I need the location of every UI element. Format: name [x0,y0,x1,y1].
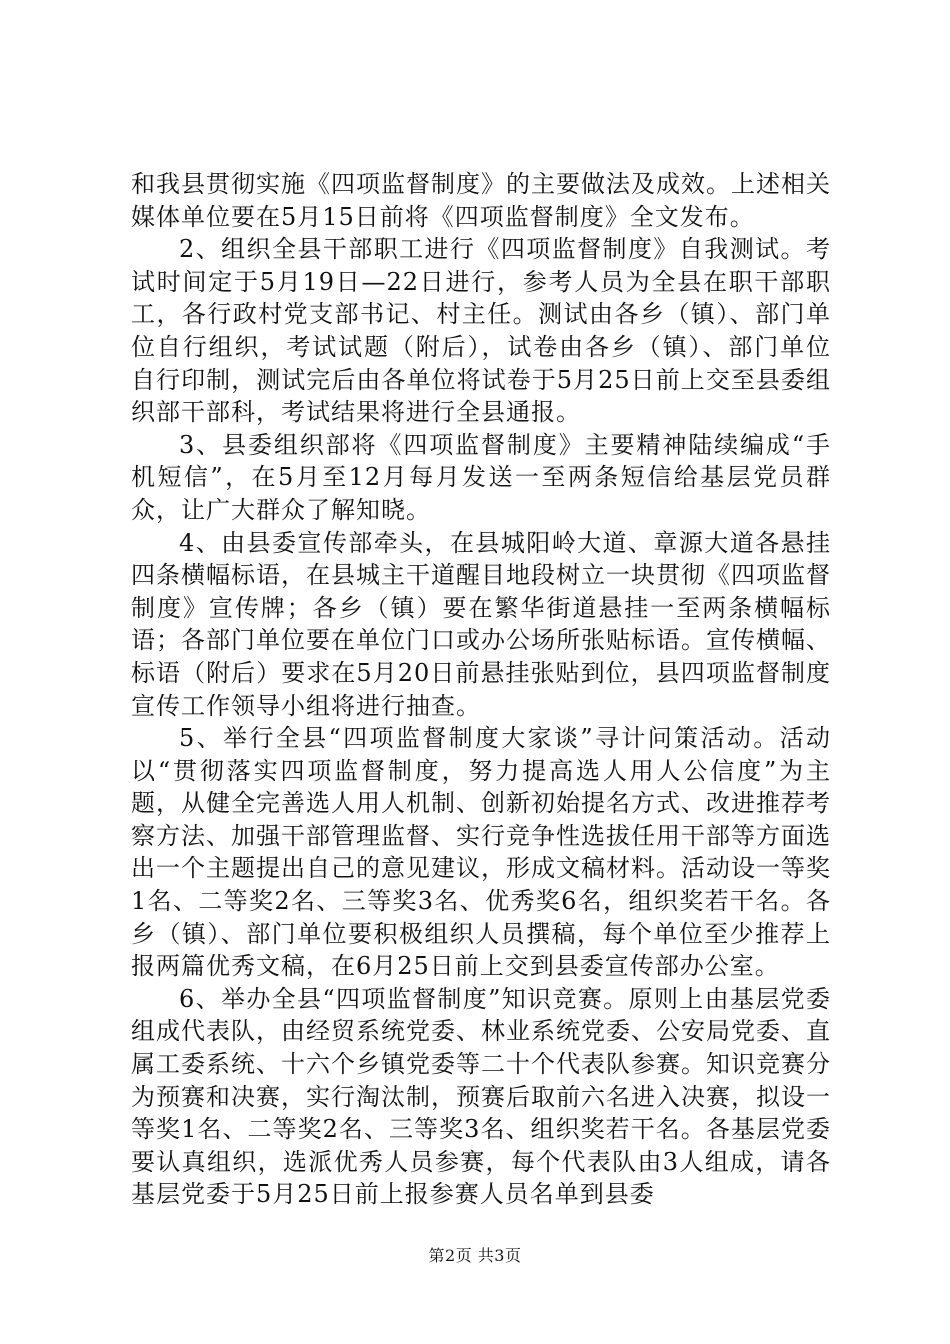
page-number-footer: 第2页 共3页 [428,1246,522,1265]
paragraph-1: 和我县贯彻实施《四项监督制度》的主要做法及成效。上述相关媒体单位要在5月15日前将《四项监督制度》全文发布。 [131,170,831,231]
paragraph-2: 2、组织全县干部职工进行《四项监督制度》自我测试。考试时间定于5月19日—22日进行，参考人员为全县在职干部职工，各行政村党支部书记、村主任。测试由各乡（镇）、部门单位自行组织，考试试题（附后），试卷由各乡（镇）、部门单位自行印制，测试完后由各单位将试卷于5月25日前上交至县委组织部干部科，考试结果将进行全县通报。 [131,235,831,427]
paragraph-4: 4、由县委宣传部牵头，在县城阳岭大道、章源大道各悬挂四条横幅标语，在县城主干道醒目地段树立一块贯彻《四项监督制度》宣传牌；各乡（镇）要在繁华街道悬挂一至两条横幅标语；各部门单位要在单位门口或办公场所张贴标语。宣传横幅、标语（附后）要求在5月20日前悬挂张贴到位，县四项监督制度宣传工作领导小组将进行抽查。 [131,528,831,720]
paragraph-6: 6、举办全县“四项监督制度”知识竞赛。原则上由基层党委组成代表队，由经贸系统党委、林业系统党委、公安局党委、直属工委系统、十六个乡镇党委等二十个代表队参赛。知识竞赛分为预赛和决赛，实行淘汰制，预赛后取前六名进入决赛，拟设一等奖1名、二等奖2名、三等奖3名、组织奖若干名。各基层党委要认真组织，选派优秀人员参赛，每个代表队由3人组成，请各基层党委于5月25日前上报参赛人员名单到县委 [131,984,831,1209]
paragraph-3: 3、县委组织部将《四项监督制度》主要精神陆续编成“手机短信”，在5月至12月每月发送一至两条短信给基层党员群众，让广大群众了解知晓。 [131,430,831,524]
document-body [131,168,831,1211]
paragraph-5: 5、举行全县“四项监督制度大家谈”寻计问策活动。活动以“贯彻落实四项监督制度，努力提高选人用人公信度”为主题，从健全完善选人用人机制、创新初始提名方式、改进推荐考察方法、加强干部管理监督、实行竞争性选拔任用干部等方面选出一个主题提出自己的意见建议，形成文稿材料。活动设一等奖1名、二等奖2名、三等奖3名、优秀奖6名，组织奖若干名。各乡（镇）、部门单位要积极组织人员撰稿，每个单位至少推荐上报两篇优秀文稿，在6月25日前上交到县委宣传部办公室。 [131,724,831,981]
